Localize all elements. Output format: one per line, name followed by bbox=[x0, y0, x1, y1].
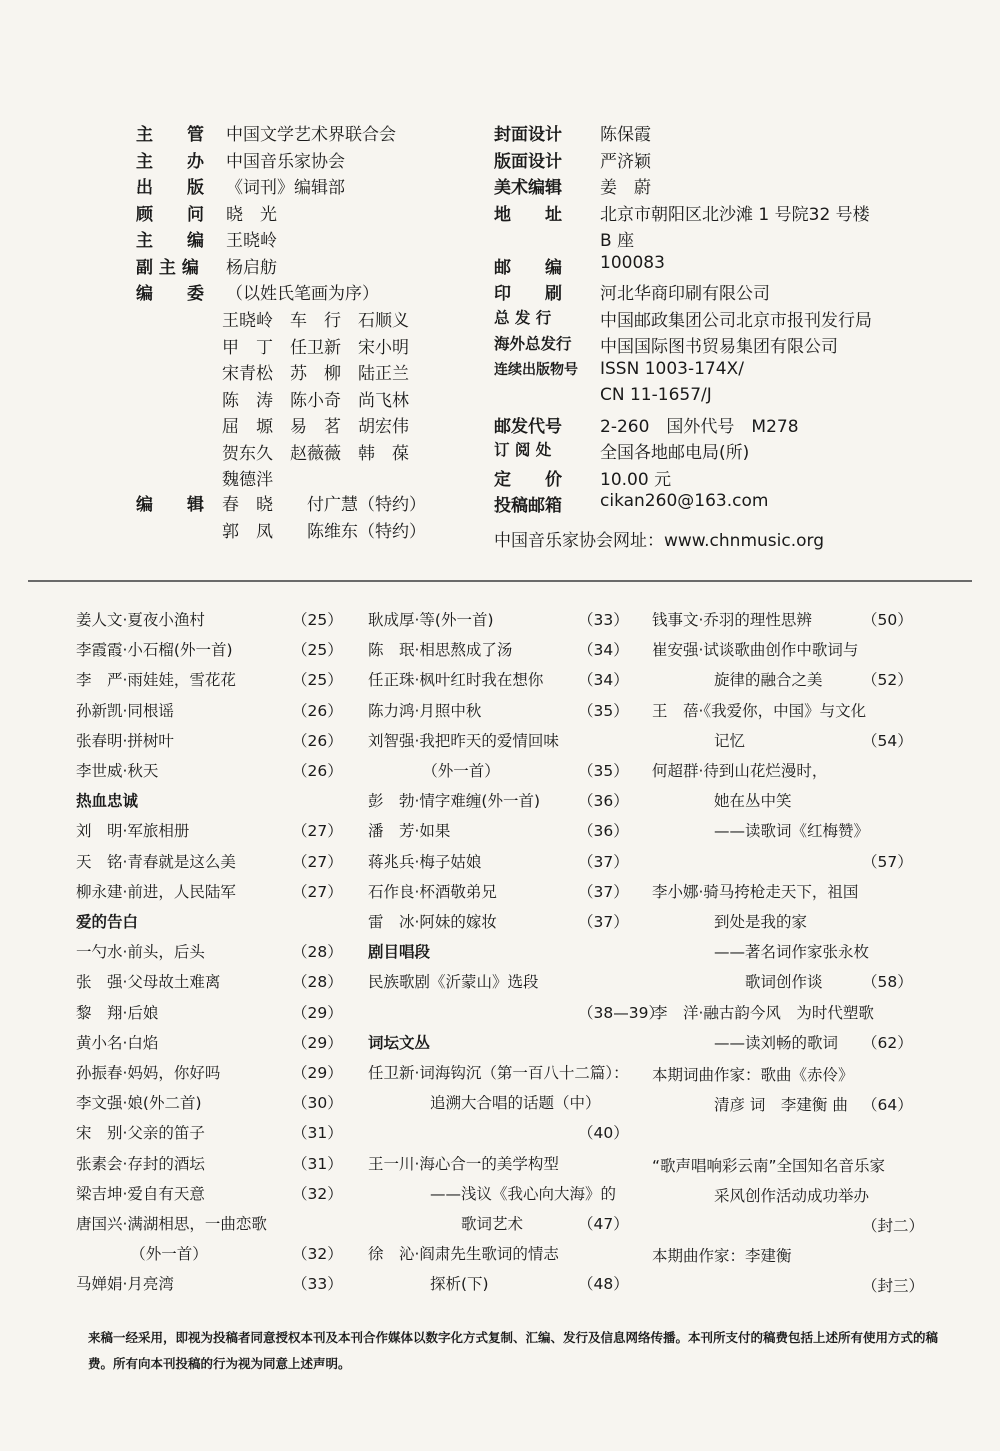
toc-entry: 民族歌剧《沂蒙山》选段 bbox=[368, 973, 539, 992]
toc-page-number: （30） bbox=[292, 1094, 343, 1113]
toc-entry: 李世威·秋天 bbox=[76, 762, 159, 780]
toc-entry: 刘 明·军旅相册 bbox=[76, 822, 190, 841]
masthead-value: 中国国际图书贸易集团有限公司 bbox=[600, 337, 838, 357]
toc-page-number: （32） bbox=[292, 1184, 343, 1203]
masthead-label: 地 址 bbox=[494, 204, 562, 225]
masthead-label: 编 委 bbox=[136, 284, 204, 304]
toc-entry: 她在丛中笑 bbox=[652, 792, 792, 811]
toc-entry: （外一首） bbox=[76, 1245, 208, 1264]
toc-entry: 追溯大合唱的话题（中） bbox=[368, 1094, 601, 1113]
masthead-label: 副 主 编 bbox=[136, 257, 199, 278]
toc-entry: 陈力鸿·月照中秋 bbox=[368, 701, 482, 720]
toc-page-number: （25） bbox=[292, 611, 343, 629]
toc-entry: 到处是我的家 bbox=[652, 913, 808, 931]
toc-entry: “歌声唱响彩云南”全国知名音乐家 bbox=[652, 1156, 886, 1175]
toc-entry: 李 洋·融古韵今风 为时代塑歌 bbox=[652, 1003, 874, 1022]
masthead-label: 美术编辑 bbox=[494, 178, 562, 198]
masthead-label: 封面设计 bbox=[494, 125, 562, 145]
masthead-label: 订 阅 处 bbox=[494, 441, 552, 459]
toc-entry: ——读歌词《红梅赞》 bbox=[652, 822, 870, 841]
toc-entry: 一勺水·前头，后头 bbox=[76, 943, 205, 962]
toc-entry: 天 铭·青春就是这么美 bbox=[76, 852, 236, 871]
masthead-value: 中国邮政集团公司北京市报刊发行局 bbox=[600, 310, 872, 331]
masthead-value: CN 11-1657/J bbox=[600, 385, 712, 405]
committee-row: 王晓岭 车 行 石顺义 bbox=[222, 311, 409, 331]
toc-entry: 梁吉坤·爱自有天意 bbox=[76, 1184, 205, 1203]
toc-page-number: （27） bbox=[292, 882, 343, 901]
toc-entry: 李霞霞·小石榴(外一首) bbox=[76, 641, 233, 660]
toc-page-number: （38—39） bbox=[578, 1003, 664, 1022]
toc-page-number: （36） bbox=[578, 792, 629, 811]
toc-entry: 马婵娟·月亮湾 bbox=[76, 1275, 174, 1294]
toc-page-number: （封二） bbox=[862, 1217, 925, 1235]
toc-page-number: （37） bbox=[578, 913, 629, 931]
toc-entry: 李小娜·骑马挎枪走天下，祖国 bbox=[652, 882, 859, 901]
toc-entry: 王一川·海心合一的美学构型 bbox=[368, 1154, 559, 1173]
toc-entry: 耿成厚·等(外一首) bbox=[368, 611, 494, 629]
masthead-value: B 座 bbox=[600, 231, 635, 251]
toc-entry: 宋 别·父亲的笛子 bbox=[76, 1124, 205, 1143]
toc-section-heading: 词坛文丛 bbox=[368, 1033, 431, 1052]
toc-page-number: （29） bbox=[292, 1033, 343, 1052]
masthead-label: 出 版 bbox=[136, 178, 204, 198]
masthead-value: 北京市朝阳区北沙滩 1 号院32 号楼 bbox=[600, 204, 870, 225]
toc-page-number: （36） bbox=[578, 822, 629, 841]
masthead-label: 投稿邮箱 bbox=[494, 496, 562, 516]
toc-page-number: （57） bbox=[862, 852, 913, 871]
committee-row: 宋青松 苏 柳 陆正兰 bbox=[222, 364, 409, 384]
toc-page-number: （52） bbox=[862, 671, 913, 690]
masthead-label: 邮 编 bbox=[494, 257, 562, 278]
masthead-value: 陈保霞 bbox=[600, 125, 651, 145]
masthead-value: 《词刊》编辑部 bbox=[226, 178, 345, 198]
toc-page-number: （33） bbox=[578, 611, 629, 629]
masthead-value: 晓 光 bbox=[226, 204, 277, 225]
toc-entry: 歌词创作谈 bbox=[652, 973, 823, 992]
toc-entry: 蒋兆兵·梅子姑娘 bbox=[368, 852, 482, 871]
toc-entry: 任正珠·枫叶红时我在想你 bbox=[368, 671, 544, 690]
toc-page-number: （35） bbox=[578, 701, 629, 720]
toc-entry: 唐国兴·满湖相思，一曲恋歌 bbox=[76, 1215, 267, 1233]
masthead-value: ISSN 1003-174X/ bbox=[600, 358, 744, 379]
masthead-label: 主 办 bbox=[136, 151, 204, 172]
toc-section-heading: 剧目唱段 bbox=[368, 943, 431, 962]
toc-entry: 黄小名·白焰 bbox=[76, 1033, 159, 1052]
toc-page-number: （27） bbox=[292, 822, 343, 841]
committee-row: 甲 丁 任卫新 宋小明 bbox=[222, 337, 409, 358]
masthead-label: 顾 问 bbox=[136, 204, 204, 225]
editors-row: 郭 凤 陈维东（特约） bbox=[222, 521, 426, 542]
masthead-value: 10.00 元 bbox=[600, 469, 672, 490]
toc-entry: 旋律的融合之美 bbox=[652, 671, 823, 690]
toc-section-heading: 热血忠诚 bbox=[76, 792, 139, 811]
masthead-label: 定 价 bbox=[494, 469, 562, 490]
editors-row: 春 晓 付广慧（特约） bbox=[222, 495, 426, 515]
toc-entry: 钱事文·乔羽的理性思辨 bbox=[652, 611, 812, 629]
toc-entry: 本期词曲作家：歌曲《赤伶》 bbox=[652, 1066, 854, 1084]
masthead-value: 姜 蔚 bbox=[600, 178, 651, 198]
toc-entry: 记忆 bbox=[652, 731, 746, 750]
toc-entry: 张 强·父母故土难离 bbox=[76, 973, 221, 992]
toc-page-number: （33） bbox=[292, 1275, 343, 1294]
masthead-value: cikan260@163.com bbox=[600, 491, 769, 511]
toc-page-number: （47） bbox=[578, 1215, 629, 1233]
toc-page-number: （34） bbox=[578, 671, 629, 690]
toc-entry: ——读刘畅的歌词 bbox=[652, 1033, 839, 1052]
masthead-label: 连续出版物号 bbox=[494, 361, 578, 378]
masthead-label: 版面设计 bbox=[494, 151, 562, 172]
masthead-value: 中国文学艺术界联合会 bbox=[226, 125, 396, 145]
toc-entry: 张春明·拼树叶 bbox=[76, 731, 174, 750]
toc-entry: 李文强·娘(外二首) bbox=[76, 1094, 202, 1113]
website-line: 中国音乐家协会网址：www.chnmusic.org bbox=[494, 531, 824, 551]
toc-entry: 姜人文·夏夜小渔村 bbox=[76, 611, 205, 629]
toc-page-number: （35） bbox=[578, 762, 629, 780]
toc-page-number: （封三） bbox=[862, 1277, 925, 1296]
toc-page-number: （31） bbox=[292, 1154, 343, 1173]
toc-entry: 何超群·待到山花烂漫时， bbox=[652, 762, 828, 780]
toc-page-number: （32） bbox=[292, 1245, 343, 1264]
masthead-label: 总 发 行 bbox=[494, 308, 552, 327]
masthead-value: （以姓氏笔画为序） bbox=[226, 284, 379, 304]
toc-page-number: （29） bbox=[292, 1003, 343, 1022]
toc-page-number: （28） bbox=[292, 943, 343, 962]
toc-entry: 陈 珉·相思熬成了汤 bbox=[368, 641, 513, 660]
committee-row: 魏德泮 bbox=[222, 470, 273, 490]
masthead-value: 王晓岭 bbox=[226, 231, 277, 251]
toc-page-number: （26） bbox=[292, 731, 343, 750]
toc-page-number: （27） bbox=[292, 852, 343, 871]
toc-entry: 张素会·存封的酒坛 bbox=[76, 1154, 205, 1173]
toc-entry: 采风创作活动成功举办 bbox=[652, 1186, 870, 1205]
toc-entry: 潘 芳·如果 bbox=[368, 822, 451, 841]
toc-page-number: （31） bbox=[292, 1124, 343, 1143]
toc-page-number: （25） bbox=[292, 641, 343, 660]
masthead-value: 杨启舫 bbox=[226, 257, 277, 278]
copyright-footnote: 来稿一经采用，即视为投稿者同意授权本刊及本刊合作媒体以数字化方式复制、汇编、发行及信息网络传播。本刊所支付的稿费包括上述所有使用方式的稿费。所有向本刊投稿的行为视为同意上述声明。 bbox=[88, 1330, 939, 1371]
committee-row: 屈 塬 易 茗 胡宏伟 bbox=[222, 417, 409, 437]
toc-entry: 歌词艺术 bbox=[368, 1215, 524, 1233]
toc-entry: 柳永建·前进，人民陆军 bbox=[76, 882, 236, 901]
masthead-label: 邮发代号 bbox=[494, 416, 562, 437]
masthead-label: 印 刷 bbox=[494, 284, 562, 304]
toc-entry: 孙新凯·同根谣 bbox=[76, 701, 174, 720]
masthead-value: 2-260 国外代号 M278 bbox=[600, 416, 799, 437]
toc-page-number: （25） bbox=[292, 671, 343, 690]
toc-section-heading: 爱的告白 bbox=[76, 913, 139, 931]
toc-entry: 刘智强·我把昨天的爱情回味 bbox=[368, 731, 559, 750]
masthead-label: 主 编 bbox=[136, 231, 204, 251]
toc-page-number: （26） bbox=[292, 701, 343, 720]
section-divider bbox=[28, 580, 972, 582]
toc-entry: ——著名词作家张永枚 bbox=[652, 943, 870, 962]
toc-entry: ——浅议《我心向大海》的 bbox=[368, 1184, 617, 1203]
toc-entry: 雷 冰·阿妹的嫁妆 bbox=[368, 913, 497, 931]
toc-page-number: （37） bbox=[578, 852, 629, 871]
toc-page-number: （58） bbox=[862, 973, 913, 992]
toc-page-number: （40） bbox=[578, 1124, 629, 1143]
committee-row: 贺东久 赵薇薇 韩 葆 bbox=[222, 443, 409, 464]
masthead-label: 海外总发行 bbox=[494, 335, 572, 353]
toc-entry: 石作良·杯酒敬弟兄 bbox=[368, 882, 497, 901]
committee-row: 陈 涛 陈小奇 尚飞林 bbox=[222, 390, 409, 411]
masthead-value: 中国音乐家协会 bbox=[226, 151, 345, 172]
toc-entry: 彭 勃·情字难缠(外一首) bbox=[368, 792, 541, 811]
masthead-value: 全国各地邮电局(所) bbox=[600, 443, 750, 463]
toc-page-number: （29） bbox=[292, 1064, 343, 1082]
masthead-value: 严济颖 bbox=[600, 151, 651, 172]
toc-entry: 王 蓓·《我爱你，中国》与文化 bbox=[652, 701, 867, 720]
toc-entry: 任卫新·词海钩沉（第一百八十二篇）： bbox=[368, 1064, 629, 1082]
toc-entry: 崔安强·试谈歌曲创作中歌词与 bbox=[652, 641, 859, 660]
toc-page-number: （37） bbox=[578, 882, 629, 901]
toc-page-number: （48） bbox=[578, 1275, 629, 1294]
toc-page-number: （26） bbox=[292, 762, 343, 780]
editors-label: 编 辑 bbox=[136, 495, 204, 515]
toc-entry: 黎 翔·后娘 bbox=[76, 1003, 159, 1022]
toc-page-number: （54） bbox=[862, 731, 913, 750]
toc-page-number: （28） bbox=[292, 973, 343, 992]
toc-entry: 徐 沁·阎肃先生歌词的情志 bbox=[368, 1245, 559, 1264]
toc-entry: 孙振春·妈妈，你好吗 bbox=[76, 1064, 221, 1082]
toc-page-number: （34） bbox=[578, 641, 629, 660]
masthead-value: 100083 bbox=[600, 252, 665, 273]
toc-entry: 清彦 词 李建衡 曲 bbox=[652, 1096, 848, 1115]
toc-entry: 李 严·雨娃娃，雪花花 bbox=[76, 671, 236, 690]
masthead-value: 河北华商印刷有限公司 bbox=[600, 284, 770, 304]
toc-entry: 探析(下) bbox=[368, 1275, 489, 1294]
toc-page-number: （50） bbox=[862, 611, 913, 629]
toc-entry: （外一首） bbox=[368, 762, 500, 780]
toc-page-number: （64） bbox=[862, 1096, 913, 1115]
toc-page-number: （62） bbox=[862, 1033, 913, 1052]
masthead-label: 主 管 bbox=[136, 125, 204, 145]
toc-entry: 本期曲作家：李建衡 bbox=[652, 1247, 792, 1266]
